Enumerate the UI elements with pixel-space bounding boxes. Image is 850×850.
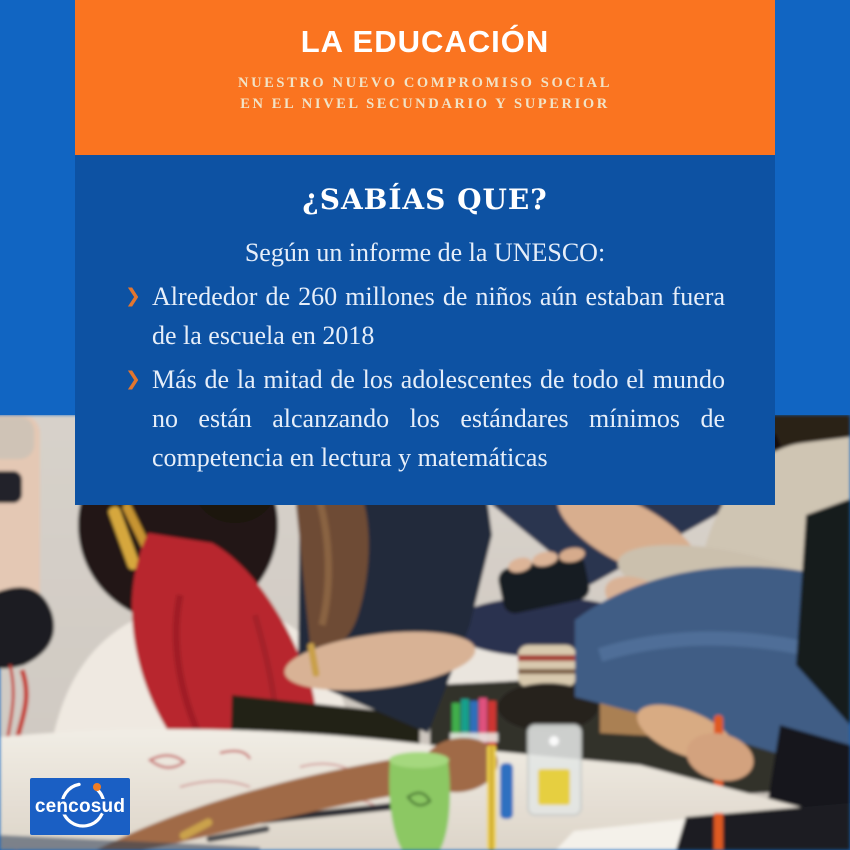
header-subtitle-line1: NUESTRO NUEVO COMPROMISO SOCIAL <box>238 75 612 91</box>
header-banner <box>75 0 775 155</box>
list-item <box>125 360 725 477</box>
fact-text: Alrededor de 260 millones de niños aún estaban fuera de la escuela en 2018 <box>152 282 725 350</box>
chevron-right-icon: ❯ <box>125 285 141 307</box>
chevron-right-icon: ❯ <box>125 368 141 390</box>
logo-wordmark: cencosud <box>34 796 126 817</box>
facts-list <box>125 277 725 477</box>
list-item <box>125 277 725 355</box>
logo-dot-icon <box>93 783 101 791</box>
header-subtitle <box>75 73 775 115</box>
fact-text: Más de la mitad de los adolescentes de todo el mundo no están alcanzando los estándares mínimos de competencia en lectura y matemáticas <box>152 365 725 472</box>
cencosud-logo-mark <box>30 778 130 835</box>
facts-card <box>75 155 775 505</box>
card-heading: ¿SABÍAS QUE? <box>302 183 548 216</box>
card-intro: Según un informe de la UNESCO: <box>244 238 606 267</box>
page-title: LA EDUCACIÓN <box>300 24 550 59</box>
header-subtitle-line2: EN EL NIVEL SECUNDARIO Y SUPERIOR <box>240 96 610 112</box>
cencosud-logo <box>30 778 130 835</box>
